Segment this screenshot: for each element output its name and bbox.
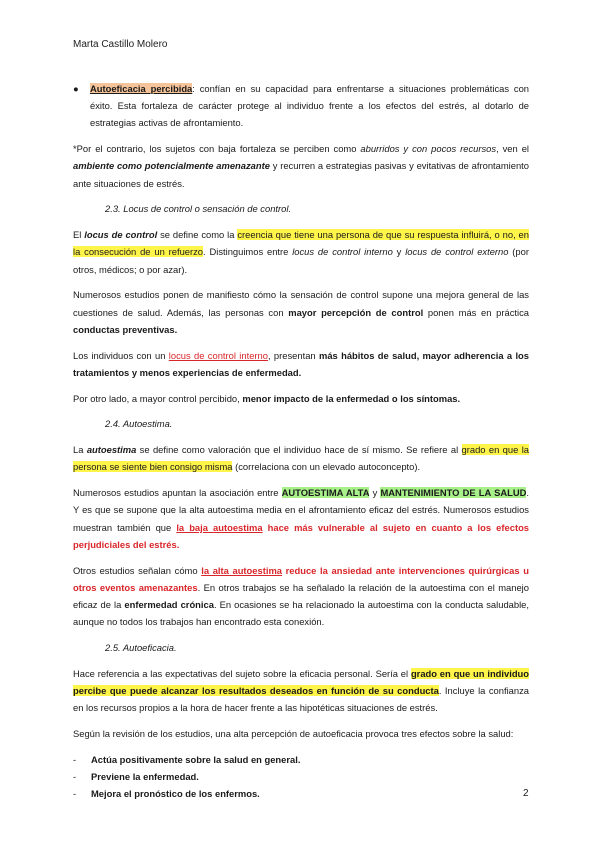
text-run: . En ocasiones se ha relacionado la autoestima con la conducta saludable, aunque no todos los trabajos han encontrado esta conexión.: [73, 599, 529, 628]
list-item-text: Actúa positivamente sobre la salud en general.: [91, 753, 301, 765]
italic-run: locus de control interno: [292, 246, 393, 258]
text-run: se define como la: [157, 229, 238, 241]
effects-list: [73, 751, 529, 803]
text-run: . Distinguimos entre: [203, 246, 293, 258]
red-underline-run: la baja autoestima: [176, 521, 263, 533]
text-run: Los individuos con un: [73, 349, 169, 361]
bold-italic-run: locus de control: [84, 229, 158, 241]
dash-icon: -: [73, 788, 77, 800]
text-run: . En otros trabajos se ha señalado la relación de la autoestima con el manejo eficaz de la: [73, 581, 529, 611]
paragraph-revision: [73, 725, 529, 742]
bold-run: más hábitos de salud, mayor adherencia a los tratamientos y menos experiencias de enfermedad.: [73, 349, 529, 378]
dash-icon: -: [73, 753, 77, 765]
green-highlight-run: MANTENIMIENTO DE LA SALUD: [380, 487, 527, 499]
highlight-run: creencia que tiene una persona de que su respuesta influirá, o no, en la consecución de un refuerzo: [73, 229, 529, 258]
bold-run: conductas preventivas.: [73, 323, 178, 335]
bold-run: enfermedad crónica: [124, 599, 214, 611]
text-run: El: [73, 229, 85, 241]
text-run: se define como valoración que el individuo hace de sí mismo. Se refiere al: [136, 444, 462, 456]
paragraph-autoeficacia-definicion: [73, 665, 529, 717]
text-run: Numerosos estudios ponen de manifiesto cómo la sensación de control supone una mejora general de las cuestiones de salud. Además, las personas con: [73, 289, 529, 318]
section-heading-2-4: 2.4. Autoestima.: [105, 418, 173, 430]
bullet-text: : confían en su capacidad para enfrentarse a situaciones problemáticas con éxito. Esta fortaleza de carácter protege al individuo frente a los efectos del estrés, al dotarlo de estrategias activas de afrontamiento.: [90, 83, 529, 129]
red-underline-run: locus de control interno: [168, 349, 268, 361]
paragraph-locus-interno: [73, 347, 529, 381]
paragraph-locus-definicion: [73, 226, 529, 278]
red-underline-run: la alta autoestima: [201, 564, 282, 576]
paragraph-por-el-contrario: [73, 140, 529, 192]
text-run: Numerosos estudios apuntan la asociación entre: [73, 487, 282, 499]
paragraph-por-otro-lado: [73, 390, 529, 407]
text-run: y: [369, 487, 381, 499]
text-run: y: [392, 246, 406, 258]
paragraph-autoestima-definicion: [73, 441, 529, 475]
paragraph-estudios-autoestima: [73, 484, 529, 553]
text-run: Hace referencia a las expectativas del sujeto sobre la eficacia personal. Sería el: [73, 667, 411, 679]
bullet-autoeficacia-percibida: [73, 80, 529, 132]
bold-italic-run: ambiente como potencialmente amenazante: [73, 160, 270, 172]
section-heading-2-5: 2.5. Autoeficacia.: [105, 642, 177, 654]
page-header-author: Marta Castillo Molero: [73, 39, 168, 50]
dash-icon: -: [73, 771, 77, 783]
bullet-dot-icon: ●: [73, 83, 79, 94]
list-item: [73, 751, 529, 768]
list-item-text: Mejora el pronóstico de los enfermos.: [91, 788, 260, 800]
text-run: Por otro lado, a mayor control percibido,: [73, 392, 243, 404]
text-run: Otros estudios señalan cómo: [73, 564, 202, 576]
text-run: . Y es que se supone que la alta autoestima media en el afrontamiento eficaz del estrés. Numerosos estudios muestran también que: [73, 487, 529, 533]
red-bold-run: reduce la ansiedad ante intervenciones quirúrgicas u otros eventos amenazantes: [73, 564, 529, 593]
highlight-run: grado en que un individuo percibe que puede alcanzar los resultados deseados en función de su conducta: [73, 667, 529, 697]
text-run: , ven el: [496, 143, 529, 155]
text-run: , presentan: [267, 349, 319, 361]
text-run: y recurren a estrategias pasivas y evitativas de afrontamiento ante situaciones de estrés.: [73, 160, 529, 189]
text-run: (correlaciona con un elevado autoconcepto).: [232, 461, 421, 473]
text-run: *Por el contrario, los sujetos con baja fortaleza se perciben como: [73, 143, 361, 155]
red-bold-run: hace más vulnerable al sujeto en cuanto a los efectos perjudiciales del estrés.: [73, 521, 530, 550]
text-run: ponen más en práctica: [423, 306, 529, 318]
italic-run: locus de control externo: [405, 246, 509, 258]
page-number: 2: [523, 788, 529, 799]
text-run: (por otros, médicos; o por azar).: [73, 246, 529, 275]
text-run: La: [73, 444, 87, 456]
bold-run: menor impacto de la enfermedad o los síntomas.: [242, 392, 461, 404]
italic-run: aburridos y con pocos recursos: [360, 143, 497, 155]
highlight-run: grado en que la persona se siente bien consigo misma: [73, 444, 529, 473]
paragraph-otros-estudios: [73, 562, 529, 631]
text-run: Según la revisión de los estudios, una alta percepción de autoeficacia provoca tres efectos sobre la salud:: [73, 728, 514, 740]
green-highlight-run: AUTOESTIMA ALTA: [281, 487, 370, 499]
list-item-text: Previene la enfermedad.: [91, 771, 199, 783]
list-item: [73, 785, 529, 802]
bold-italic-run: autoestima: [86, 444, 137, 456]
term-autoeficacia-percibida: Autoeficacia percibida: [90, 83, 193, 94]
paragraph-estudios-control: [73, 286, 529, 338]
section-heading-2-3: 2.3. Locus de control o sensación de control.: [105, 203, 292, 215]
bold-run: mayor percepción de control: [288, 306, 424, 318]
text-run: . Incluye la confianza en los recursos propios a la hora de hacer frente a las hipotéticas situaciones de estrés.: [73, 685, 529, 714]
list-item: [73, 768, 529, 785]
page-body: [73, 80, 529, 802]
